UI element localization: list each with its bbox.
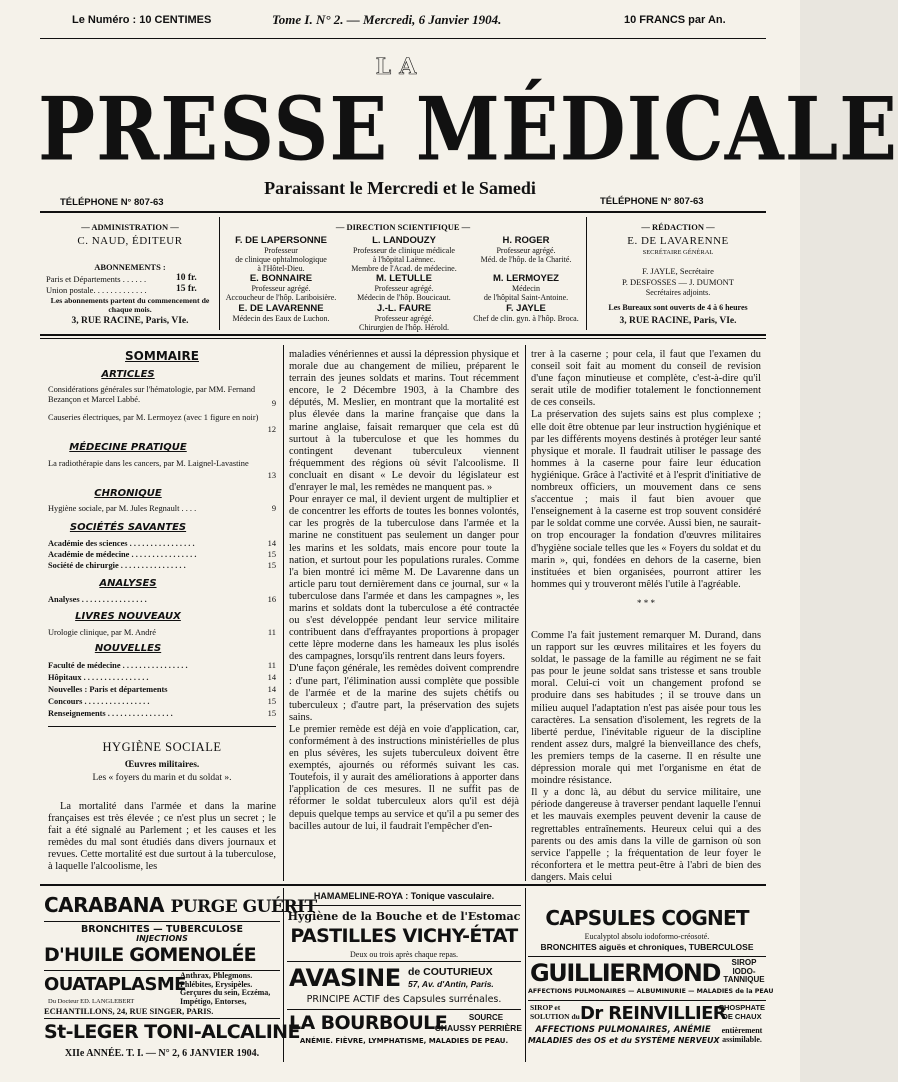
- director-entry: J.-L. FAURE Professeur agrégé. Chirurgien de l'hôp. Hérold.: [359, 303, 449, 332]
- ad-huile-gomenolee: D'HUILE GOMENOLÉE: [44, 944, 256, 966]
- toc-entry[interactable]: Analyses . . . 16: [48, 595, 276, 605]
- ad-reinvillier-indications: AFFECTIONS PULMONAIRES, ANÉMIE: [535, 1025, 711, 1035]
- stars-separator: * * *: [637, 598, 655, 608]
- section-medecine-pratique: MÉDECINE PRATIQUE: [69, 442, 187, 453]
- toc-entry[interactable]: Causeries électriques, par M. Lermoyez (avec 1 figure en noir) 12: [48, 413, 276, 434]
- ad-reinvillier: Dr REINVILLIER: [580, 1003, 727, 1024]
- ad-capsules-cognet: CAPSULES COGNET: [545, 906, 749, 930]
- redaction-secretary: F. JAYLE, Secrétaire: [642, 266, 714, 276]
- ad-avasine: AVASINE: [289, 964, 401, 992]
- redaction-heading: — RÉDACTION —: [641, 222, 715, 232]
- toc-entry[interactable]: Concours . . . 15: [48, 697, 276, 707]
- column-divider: [525, 888, 526, 1062]
- masthead-title: PRESSE MÉDICALE: [38, 77, 898, 181]
- ad-cognet-formula: Eucalyptol absolu iodoformo-créosoté.: [584, 932, 710, 941]
- subscription-price: 10 FRANCS par An.: [624, 14, 726, 26]
- redaction-adjoints: P. DESFOSSES — J. DUMONT: [622, 277, 734, 287]
- toc-entry[interactable]: Urologie clinique, par M. André 11: [48, 628, 276, 637]
- divider: [40, 38, 766, 39]
- rate-label: Paris et Départements . . . . . .: [46, 274, 147, 284]
- abonnements-heading: ABONNEMENTS :: [94, 262, 166, 272]
- divider: [287, 961, 521, 962]
- phone-right: TÉLÉPHONE N° 807-63: [600, 196, 704, 207]
- section-articles: ARTICLES: [101, 369, 155, 380]
- director-entry: M. LERMOYEZ Médecin de l'hôpital Saint-Antoine.: [483, 273, 569, 302]
- ad-sirop-solution: SIROP et SOLUTION du: [530, 1003, 580, 1021]
- director-entry: H. ROGER Professeur agrégé. Méd. de l'hôp. de la Charité.: [480, 235, 572, 264]
- divider: [40, 884, 766, 886]
- section-societes-savantes: SOCIÉTÉS SAVANTES: [69, 522, 187, 533]
- divider: [219, 217, 220, 330]
- ad-ouataplasme-doctor: Du Docteur ED. LANGLEBERT: [48, 998, 135, 1005]
- director-entry: M. LETULLE Professeur agrégé. Médecin de l'hôp. Boucicaut.: [357, 273, 451, 302]
- toc-entry[interactable]: Société de chirurgie . . . 15: [48, 561, 276, 571]
- ad-sirop-iodo-tannique: SIROP IODO- TANNIQUE: [723, 958, 765, 984]
- redaction-adjoints-role: Secrétaires adjoints.: [645, 288, 711, 297]
- toc-entry[interactable]: Académie des sciences . . . 14: [48, 539, 276, 549]
- toc-entry[interactable]: Renseignements . . . 15: [48, 709, 276, 719]
- ad-carabana: CARABANA PURGE GUÉRIT: [44, 893, 317, 917]
- section-nouvelles: NOUVELLES: [94, 643, 162, 654]
- article-title: HYGIÈNE SOCIALE: [102, 740, 222, 754]
- ad-saint-leger: St-LEGER TONI-ALCALINE: [44, 1021, 300, 1043]
- ad-la-bourboule: LA BOURBOULE: [289, 1012, 448, 1034]
- divider: [44, 1018, 280, 1019]
- article-subtitle: Les « foyers du marin et du soldat ».: [92, 773, 232, 783]
- toc-entry[interactable]: Considérations générales sur l'hématologie, par MM. Fernand Bezançon et Marcel Labbé. 9: [48, 385, 276, 408]
- director-entry: F. JAYLE Chef de clin. gyn. à l'hôp. Broca.: [473, 303, 579, 323]
- divider: [40, 211, 766, 213]
- toc-entry[interactable]: Faculté de médecine . . . 11: [48, 661, 276, 671]
- section-analyses: ANALYSES: [99, 578, 157, 589]
- divider: [40, 338, 766, 339]
- page-footer: XIIe ANNÉE. T. I. — N° 2, 6 JANVIER 1904.: [64, 1048, 260, 1059]
- ad-reinvillier-indications: MALADIES des OS et du SYSTÈME NERVEUX: [528, 1036, 720, 1045]
- ad-ouataplasme-uses: Anthrax, Phlegmons. Phlébites, Erysipèles. Gerçures du sein, Eczéma, Impétigo, Entorses,: [180, 971, 271, 1006]
- toc-entry[interactable]: Hôpitaux . . . 14: [48, 673, 276, 683]
- redaction-chief-role: SECRÉTAIRE GÉNÉRAL: [642, 249, 714, 256]
- director-entry: E. BONNAIRE Professeur agrégé. Accoucheur de l'hôp. Lariboisière.: [225, 273, 337, 302]
- divider: [287, 905, 521, 906]
- divider: [48, 726, 276, 727]
- office-hours: Les Bureaux sont ouverts de 4 à 6 heures: [608, 303, 748, 312]
- issue-info: Tome I. N° 2. — Mercredi, 6 Janvier 1904.: [272, 12, 502, 27]
- section-chronique: CHRONIQUE: [94, 488, 162, 499]
- ad-source: SOURCE: [468, 1013, 504, 1022]
- ad-bourboule-indications: ANÉMIE. FIÈVRE, LYMPHATISME, MALADIES DE PEAU.: [299, 1037, 509, 1045]
- ad-guilliermond-indications: AFFECTIONS PULMONAIRES — ALBUMINURIE — MALADIES de la PEAU: [528, 988, 774, 995]
- column-divider: [525, 345, 526, 881]
- rate-value: 15 fr.: [176, 284, 197, 294]
- director-entry: L. LANDOUZY Professeur de clinique médicale à l'hôpital Laënnec. Membre de l'Acad. de médecine.: [351, 235, 457, 273]
- article-body: maladies vénériennes et aussi la dépression physique et morale due au changement de milieu, préparent le terrain des jeunes soldats et marins. Tout récemment encore, le 2 Décembre 1903, à la Chambre des députés, M. Meslier, en montrant que la mortalité est plus élevée dans la marine française que dans la marine anglaise, faisait remarquer que cela est dû surtout à la tuberculose et que les hommes du contingent devenant tuberculeux viennent fréquemment des régions où sévit l'alcoolisme. Il concluait en disant « Le devoir du législateur est d'enrayer le mal, les remèdes ne manquent pas. » Pour enrayer ce mal, il devient urgent de multiplier et de concentrer les efforts de toutes les bonnes volontés, car les progrès de la tuberculose dans l'armée et la marine ne constituent pas seulement un danger pour les marins et les soldats, mais encore pour toute la nation, et surtout pour les populations rurales. Comme l'a bien montré ici même M. De Lavarenne dans un article paru tout dernièrement dans ce journal, sur « la tuberculose dans l'armée et dans les campagnes », les marins et soldats dont la tuberculose a été contractée ou s'est développée pendant leur service militaire contribuent dans d'effrayantes proportions à propager cette lèpre moderne dans les hameaux les plus isolés des campagnes, lorsqu'ils rentrent dans leurs foyers. D'une façon générale, les remèdes doivent comprendre : d'une part, l'élimination aussi complète que possible de l'armée et de la marine des sujets chétifs ou tuberculeux ; d'autre part, la préservation des sujets sains. Le premier remède est déjà en voie d'application, car, conformément à des instructions ministérielles de plus en plus sévères, les sujets tuberculeux doivent être exemptés, ajournés ou réformés suivant les cas. Toutefois, il y aurait des améliorations à apporter dans l'application de ces mesures. Il ne suffit pas de réformer le soldat tuberculeux alors qu'il est déjà depuis quelque temps au service et qu'il a pu semer des bacilles autour de lui, il faudrait l'empêcher d'en-: [289, 349, 519, 832]
- toc-entry[interactable]: Hygiène sociale, par M. Jules Regnault . . . . 9: [48, 504, 276, 513]
- admin-editor: C. NAUD, ÉDITEUR: [77, 235, 183, 247]
- issue-price: Le Numéro : 10 CENTIMES: [72, 14, 212, 26]
- article-body: Comme l'a fait justement remarquer M. Durand, dans un rapport sur les œuvres militaires et les foyers du soldat, le passage de la famille au régiment ne se fait pas pour le jeune soldat sans tristesse et sans trouble moral. Celui-ci voit un changement profond se produire dans ses habitudes ; il se trouve dans un milieu auquel l'adaptation n'est pas aisée pour tous les caractères. La sensation d'isolement, les regrets de la liberté perdue, l'inévitable rigueur de la discipline rendent assez durs, malgré la bienveillance des chefs, les premiers temps de la caserne. Il en résulte une dépression morale qui met l'organisme en état de moindre résistance. Il y a donc là, au début du service militaire, une période dangereuse à traverser pendant laquelle l'ennui et les mauvais exemples peuvent devenir la cause de regrettables entraînements. Heureux celui qui a des parents ou des amis dans la ville de garnison où son service l'appelle ; la fréquentation de leur foyer le réconfortera et le mettra peut-être à l'abri de bien des dangers. Mais celui: [531, 630, 761, 883]
- masthead-la: LA: [375, 54, 425, 80]
- subscription-note: Les abonnements partent du commencement de chaque mois.: [50, 296, 210, 314]
- column-divider: [283, 345, 284, 881]
- ad-chaussy-perriere: CHAUSSY PERRIÈRE: [434, 1023, 522, 1033]
- ad-principe-actif: PRINCIPE ACTIF des Capsules surrénales.: [306, 994, 502, 1005]
- article-body: trer à la caserne ; pour cela, il faut que l'examen du conseil soit fait au moment du conseil de revision d'une façon minutieuse et complète, c'est-à-dire qu'il serait utile de modifier totalement le fonctionnement de ces conseils. La préservation des sujets sains est plus complexe ; elle doit être obtenue par leur instruction hygiénique et par les différents moyens destinés à protéger leur santé physique et morale. Il faudrait utiliser le passage des hommes à la caserne pour faire leur éducation hygiénique. Grâce à l'activité et à l'esprit d'initiative de nombreux officiers, un mouvement dans ce sens s'accentue ; mais il faut bien avouer que l'enseignement à la caserne est trop souvent considéré par le soldat comme une corvée. Aussi bien, ne saurait-on trop encourager la fondation d'œuvres militaires d'hygiène sociale telles que les « Foyers du soldat et du marin », qui, fondées en dehors de la caserne, bien instituées et bien organisées, pourront attirer les hommes qui y trouveront mêlés l'utile à l'agréable.: [531, 349, 761, 590]
- admin-address: 3, RUE RACINE, Paris, VIe.: [71, 316, 189, 326]
- admin-heading: — ADMINISTRATION —: [81, 222, 179, 232]
- ad-cognet-indications: BRONCHITES aiguës et chroniques, TUBERCULOSE: [540, 942, 754, 952]
- toc-entry[interactable]: Académie de médecine . . . 15: [48, 550, 276, 560]
- director-entry: E. DE LAVARENNE Médecin des Eaux de Luchon.: [232, 303, 330, 323]
- ad-ouataplasme-address: ECHANTILLONS, 24, RUE SINGER, PARIS.: [44, 1006, 214, 1016]
- article-subtitle: Œuvres militaires.: [124, 760, 200, 770]
- rate-value: 10 fr.: [176, 273, 197, 283]
- masthead-subtitle: Paraissant le Mercredi et le Samedi: [264, 178, 536, 198]
- redaction-address: 3, RUE RACINE, Paris, VIe.: [619, 316, 737, 326]
- phone-left: TÉLÉPHONE N° 807-63: [60, 197, 164, 208]
- direction-heading: — DIRECTION SCIENTIFIQUE —: [335, 222, 471, 232]
- director-entry: F. DE LAPERSONNE Professeur de clinique ophtalmologique à l'Hôtel-Dieu.: [235, 235, 327, 273]
- ad-pastilles-vichy: PASTILLES VICHY-ÉTAT: [290, 925, 518, 947]
- divider: [586, 217, 587, 330]
- ad-couturieux: de COUTURIEUX: [408, 966, 493, 978]
- divider: [528, 956, 766, 957]
- ad-guilliermond: GUILLIERMOND: [530, 959, 721, 987]
- rate-label: Union postale. . . . . . . . . . . . .: [46, 285, 147, 295]
- toc-entry[interactable]: Nouvelles : Paris et départements 14: [48, 685, 276, 694]
- divider: [44, 921, 280, 922]
- ad-couturieux-address: 57, Av. d'Antin, Paris.: [408, 979, 494, 989]
- ad-hamameline: HAMAMELINE-ROYA : Tonique vasculaire.: [313, 891, 495, 901]
- redaction-chief: E. DE LAVARENNE: [627, 235, 729, 247]
- sommaire-heading: SOMMAIRE: [125, 349, 199, 363]
- article-body: La mortalité dans l'armée et dans la marine françaises est très élevée ; ce n'est plus un secret ; le fait a été signalé au Parlement ; et les causes et les remèdes du mal sont étudiés dans divers journaux et revues. Cette mortalité est due surtout à la tuberculose, à laquelle l'alcoolisme, les: [48, 801, 276, 873]
- toc-entry[interactable]: La radiothérapie dans les cancers, par M. Laignel-Lavastine 13: [48, 459, 276, 480]
- divider: [287, 1009, 521, 1010]
- ad-bronchites: BRONCHITES — TUBERCULOSE: [80, 924, 243, 935]
- ad-phosphate-de-chaux: PHOSPHATE DE CHAUX: [718, 1003, 766, 1021]
- ad-ouataplasme: OUATAPLASME: [44, 974, 186, 995]
- divider: [528, 1000, 766, 1001]
- ad-injections: INJECTIONS: [136, 934, 188, 943]
- ad-hygiene-bouche: Hygiène de la Bouche et de l'Estomac: [287, 910, 521, 923]
- ad-reinvillier-note: entièrement assimilable.: [721, 1026, 763, 1044]
- divider: [40, 334, 766, 336]
- section-livres-nouveaux: LIVRES NOUVEAUX: [75, 611, 181, 622]
- ad-pastilles-usage: Deux ou trois après chaque repas.: [350, 950, 458, 959]
